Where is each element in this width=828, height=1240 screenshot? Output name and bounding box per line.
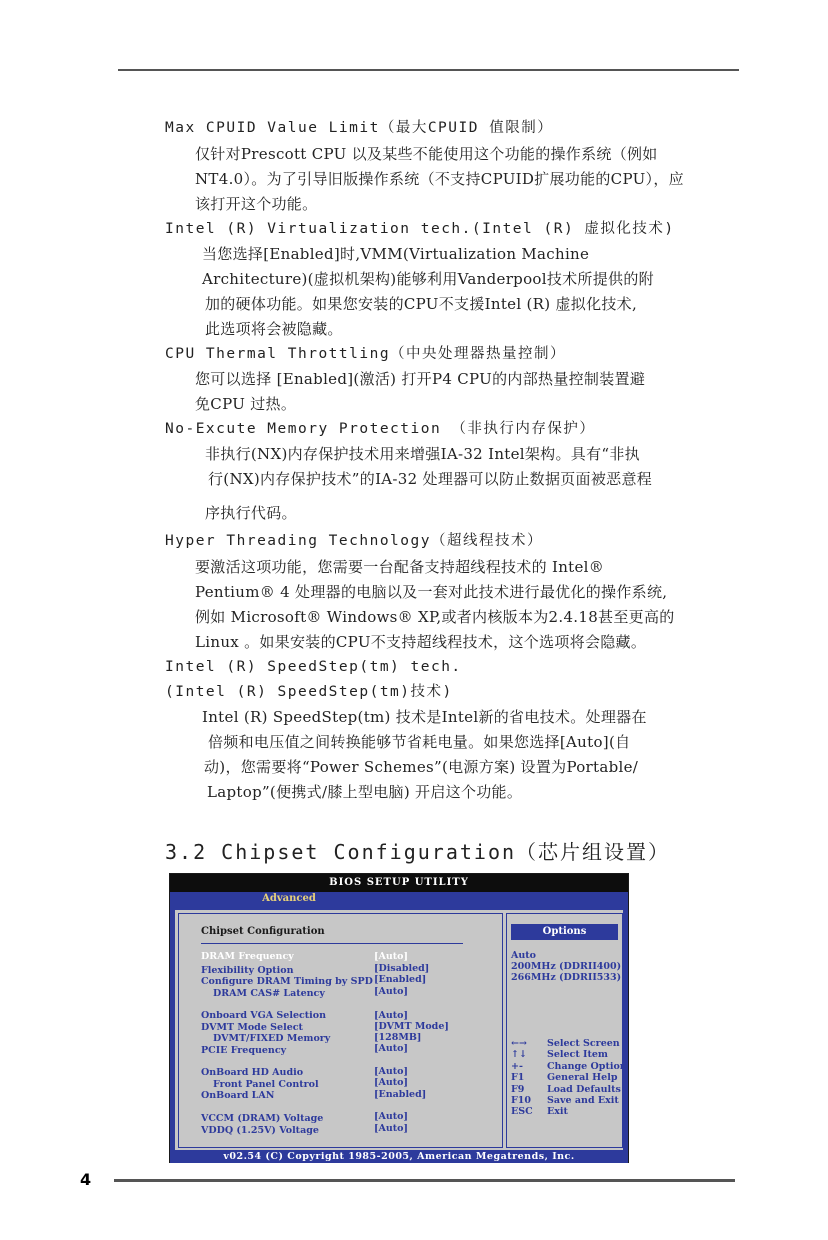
option-item[interactable]: 200MHz (DDRII400) [511, 961, 622, 972]
bios-item-dram-frequency[interactable]: DRAM Frequency [201, 951, 294, 962]
key-action: Change Option [547, 1061, 627, 1072]
bios-title: BIOS SETUP UTILITY [170, 874, 628, 892]
bios-item-front-panel[interactable]: Front Panel Control [213, 1079, 319, 1090]
desc-line: 加的硬体功能。如果您安装的CPU不支援Intel (R) 虚拟化技术, [205, 295, 638, 313]
key-arrows-lr: ←→ [511, 1038, 527, 1049]
key-help-row [511, 1049, 608, 1060]
key-f9: F9 [511, 1084, 525, 1095]
bios-item-hd-audio[interactable]: OnBoard HD Audio [201, 1067, 304, 1078]
desc-line: 动)，您需要将“Power Schemes”(电源方案) 设置为Portable/ [204, 758, 639, 776]
bios-value[interactable]: [Auto] [374, 1010, 408, 1021]
bios-value[interactable]: [DVMT Mode] [374, 1021, 449, 1032]
key-esc: ESC [511, 1106, 533, 1117]
desc-line: 此选项将会被隐藏。 [205, 320, 343, 338]
bios-item-cas-latency[interactable]: DRAM CAS# Latency [213, 988, 325, 999]
bios-body [173, 908, 625, 1152]
key-f10: F10 [511, 1095, 531, 1106]
footer-rule [114, 1179, 735, 1182]
key-action: General Help [547, 1072, 618, 1083]
bios-item-flexibility[interactable]: Flexibility Option [201, 965, 294, 976]
desc-line: 您可以选择 [Enabled](激活) 打开P4 CPU的内部热量控制装置避 [195, 370, 646, 388]
key-help-row [511, 1095, 619, 1106]
desc-line: Pentium® 4 处理器的电脑以及一套对此技术进行最优化的操作系统, [195, 583, 668, 601]
bios-item-vddq-voltage[interactable]: VDDQ (1.25V) Voltage [201, 1125, 319, 1136]
bios-value[interactable]: [Enabled] [374, 974, 427, 985]
option-item[interactable]: Auto [511, 950, 537, 961]
bios-item-vccm-voltage[interactable]: VCCM (DRAM) Voltage [201, 1113, 324, 1124]
term-virtualization: Intel (R) Virtualization tech.(Intel (R) 虚拟化技术) [165, 221, 675, 237]
bios-heading: Chipset Configuration [201, 926, 325, 937]
key-help-row [511, 1061, 627, 1072]
desc-line: Intel (R) SpeedStep(tm) 技术是Intel新的省电技术。处理器在 [202, 708, 647, 726]
bios-footer: v02.54 (C) Copyright 1985-2005, American Megatrends, Inc. [170, 1150, 628, 1163]
bios-value[interactable]: [128MB] [374, 1032, 422, 1043]
desc-line: Laptop”(便携式/膝上型电脑) 开启这个功能。 [207, 783, 523, 801]
key-action: Exit [547, 1106, 568, 1117]
bios-options-panel [506, 913, 627, 1148]
term-speedstep-cn: (Intel (R) SpeedStep(tm)技术) [165, 684, 453, 700]
key-help-row [511, 1084, 621, 1095]
desc-line: 该打开这个功能。 [195, 195, 318, 213]
key-arrows-ud: ↑↓ [511, 1049, 527, 1060]
bios-item-dvmt-mode[interactable]: DVMT Mode Select [201, 1022, 303, 1033]
desc-line: 非执行(NX)内存保护技术用来增强IA-32 Intel架构。具有“非执 [205, 445, 640, 463]
bios-item-pcie-frequency[interactable]: PCIE Frequency [201, 1045, 287, 1056]
bios-item-vga-selection[interactable]: Onboard VGA Selection [201, 1010, 327, 1021]
desc-line: NT4.0）。为了引导旧版操作系统（不支持CPUID扩展功能的CPU），应 [195, 170, 684, 188]
bios-value[interactable]: [Auto] [374, 1043, 408, 1054]
bios-value[interactable]: [Auto] [374, 951, 408, 962]
bios-value[interactable]: [Auto] [374, 1111, 408, 1122]
bios-heading-divider [201, 943, 463, 944]
desc-line: 行(NX)内存保护技术”的IA-32 处理器可以防止数据页面被恶意程 [208, 470, 653, 488]
desc-line: 要激活这项功能，您需要一台配备支持超线程技术的 Intel® [195, 558, 605, 576]
desc-line: 例如 Microsoft® Windows® XP,或者内核版本为2.4.18甚至更高的 [195, 608, 675, 626]
desc-line: 倍频和电压值之间转换能够节省耗电量。如果您选择[Auto](自 [208, 733, 631, 751]
option-item[interactable]: 266MHz (DDRII533) [511, 972, 622, 983]
term-speedstep: Intel (R) SpeedStep(tm) tech. [165, 659, 462, 675]
desc-line: 免CPU 过热。 [195, 395, 297, 413]
bios-item-dram-timing[interactable]: Configure DRAM Timing by SPD [201, 976, 373, 987]
bios-value[interactable]: [Auto] [374, 1066, 408, 1077]
term-nx: No-Excute Memory Protection （非执行内存保护） [165, 421, 596, 437]
desc-line: Linux 。如果安装的CPU不支持超线程技术，这个选项将会隐藏。 [195, 633, 647, 651]
term-thermal: CPU Thermal Throttling（中央处理器热量控制） [165, 346, 567, 362]
key-plus-minus: +- [511, 1061, 523, 1072]
bios-value[interactable]: [Auto] [374, 1077, 408, 1088]
term-hyperthreading: Hyper Threading Technology（超线程技术） [165, 533, 543, 549]
bios-value[interactable]: [Disabled] [374, 963, 430, 974]
bios-main-panel [178, 913, 503, 1148]
options-header: Options [511, 924, 618, 940]
key-f1: F1 [511, 1072, 525, 1083]
bios-value[interactable]: [Enabled] [374, 1089, 427, 1100]
desc-line: 当您选择[Enabled]时,VMM(Virtualization Machine [202, 245, 590, 263]
desc-line: 仅针对Prescott CPU 以及某些不能使用这个功能的操作系统（例如 [195, 145, 658, 163]
page-number: 4 [80, 1170, 92, 1189]
bios-tab-strip [170, 892, 254, 906]
bios-value[interactable]: [Auto] [374, 986, 408, 997]
desc-line: Architecture)(虚拟机架构)能够利用Vanderpool技术所提供的附 [202, 270, 654, 288]
key-help-row [511, 1106, 568, 1117]
key-action: Select Screen [547, 1038, 620, 1049]
bios-item-dvmt-memory[interactable]: DVMT/FIXED Memory [213, 1033, 331, 1044]
section-title: 3.2 Chipset Configuration（芯片组设置） [165, 840, 671, 864]
key-action: Select Item [547, 1049, 608, 1060]
bios-item-onboard-lan[interactable]: OnBoard LAN [201, 1090, 275, 1101]
key-action: Save and Exit [547, 1095, 619, 1106]
bios-tab-strip [324, 892, 628, 906]
bios-value[interactable]: [Auto] [374, 1123, 408, 1134]
desc-line: 序执行代码。 [205, 504, 297, 522]
bios-tab-advanced[interactable]: Advanced [254, 892, 324, 906]
bios-screenshot [169, 873, 629, 1163]
term-max-cpuid: Max CPUID Value Limit（最大CPUID 值限制） [165, 120, 554, 136]
key-help-row [511, 1072, 617, 1083]
key-help-row [511, 1038, 620, 1049]
key-action: Load Defaults [547, 1084, 621, 1095]
